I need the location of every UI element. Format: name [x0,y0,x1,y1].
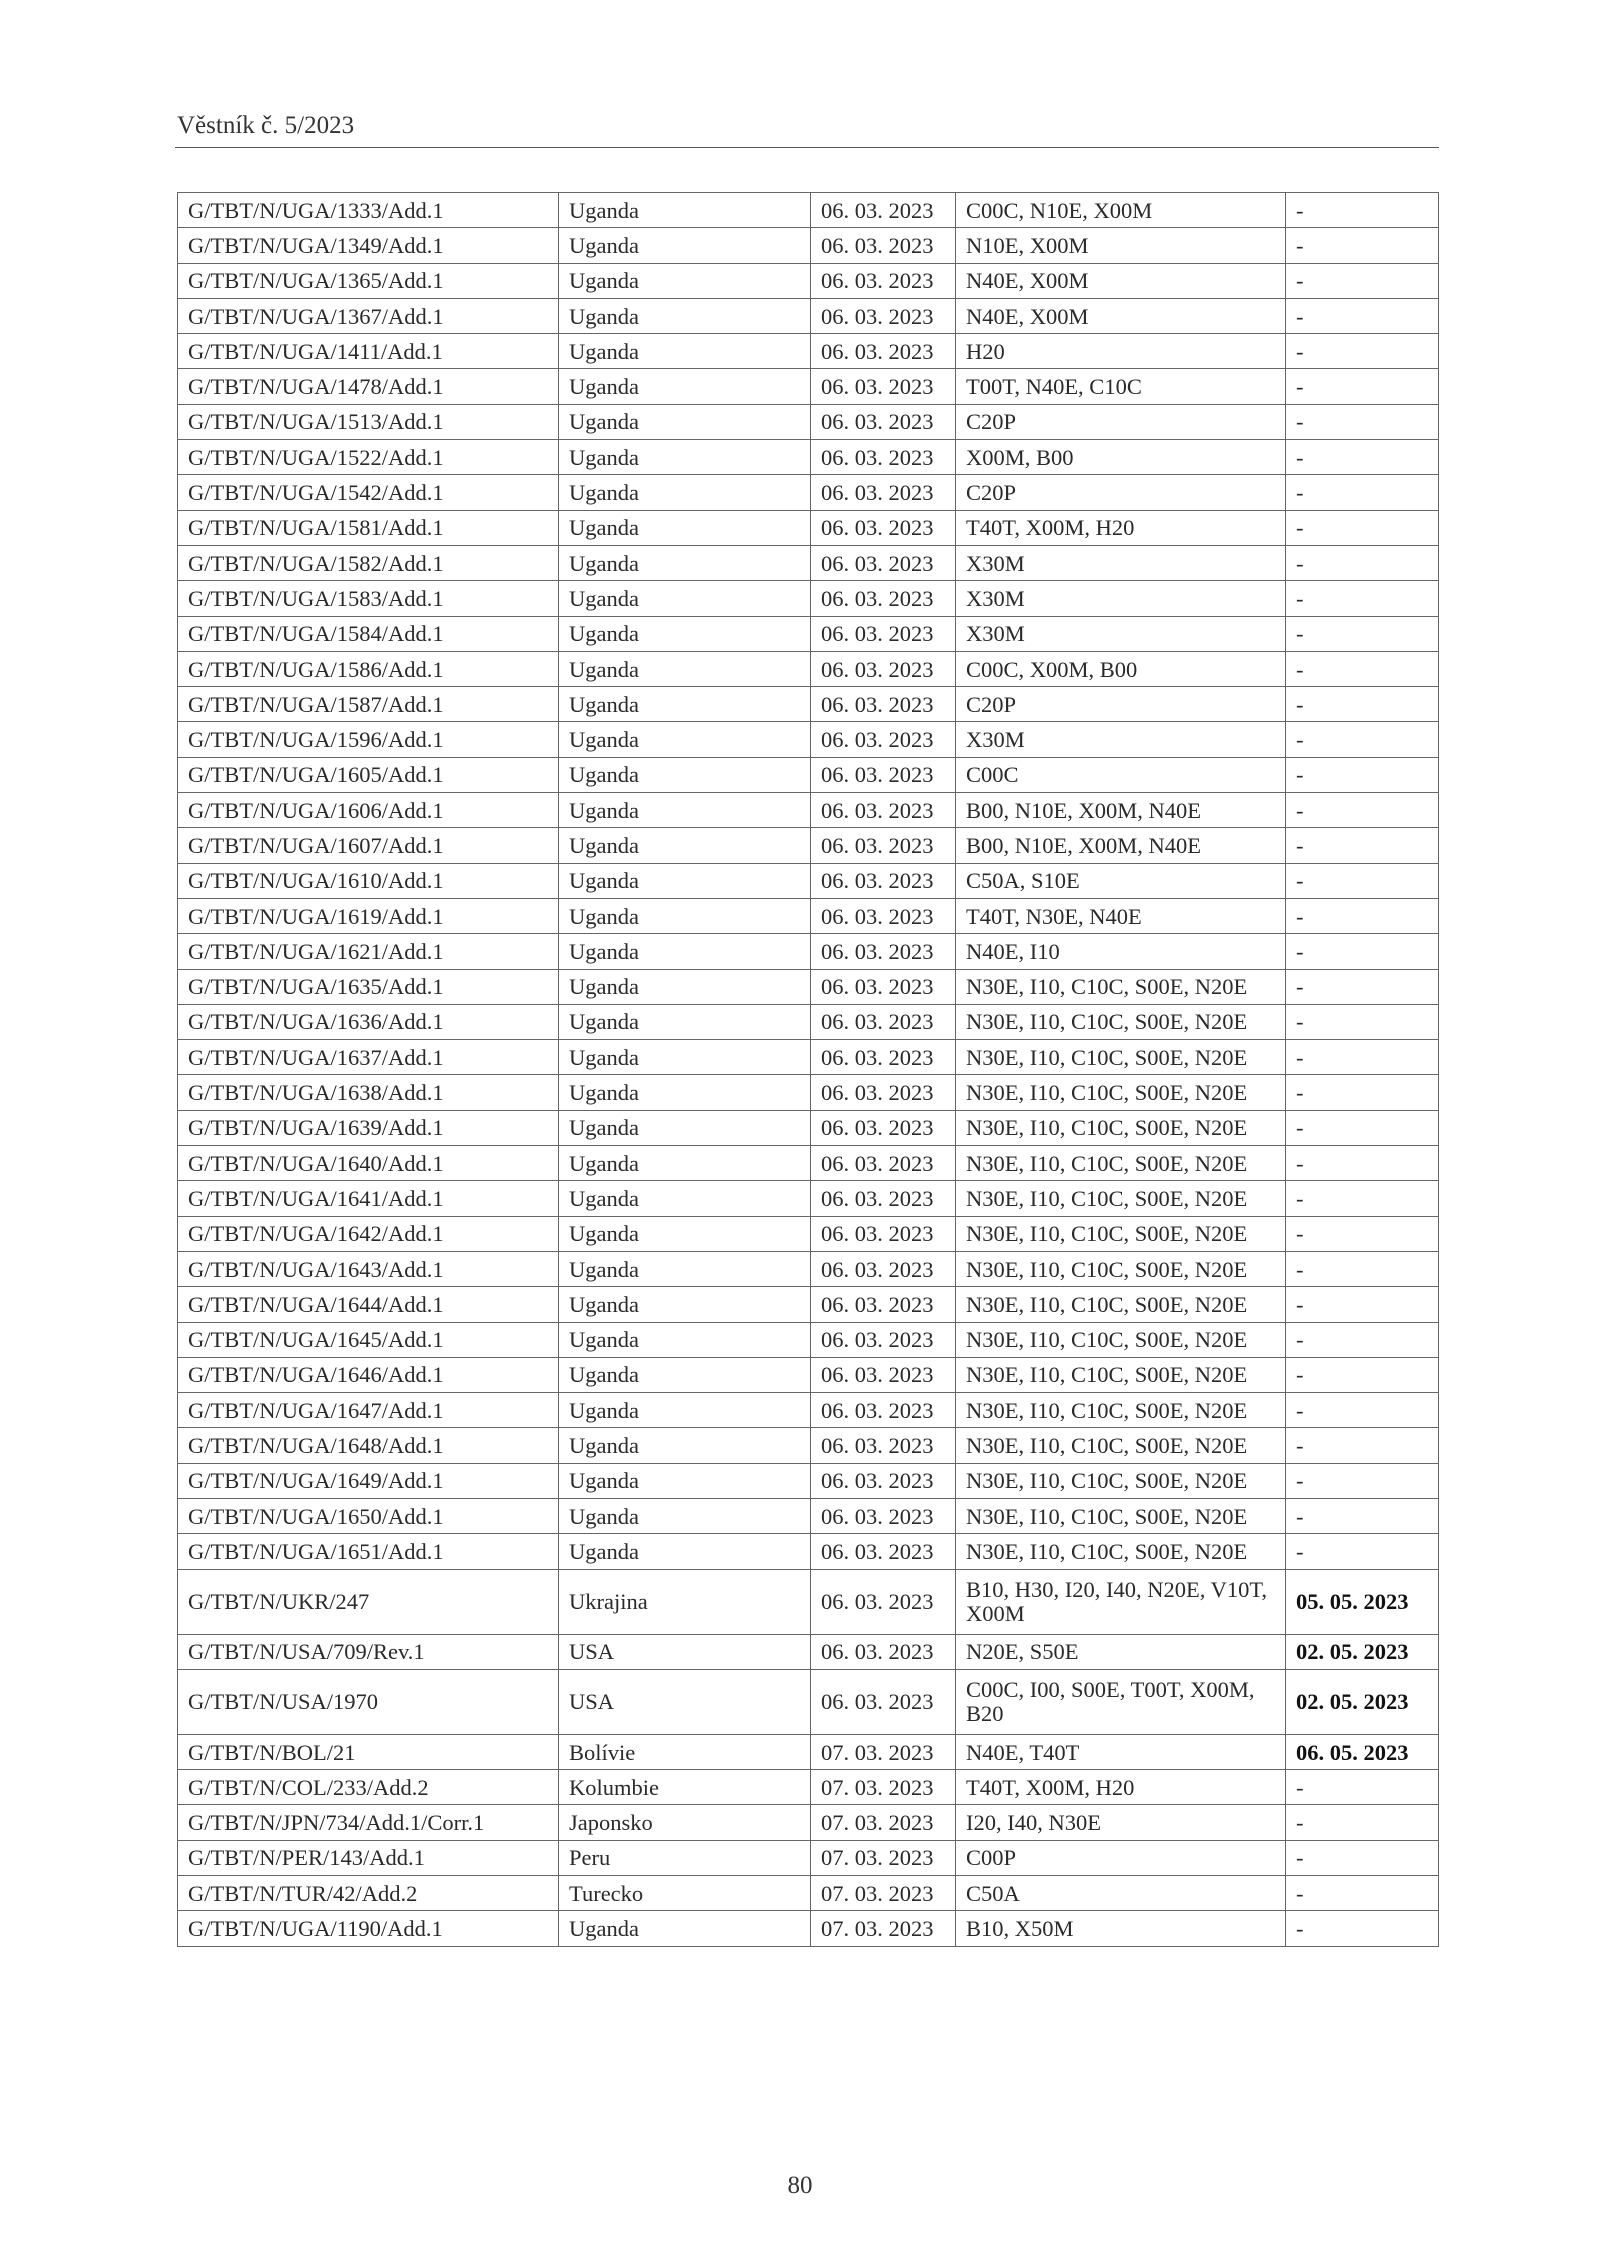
table-row [178,1040,1439,1075]
comment-deadline-cell: - [1286,581,1439,616]
comment-deadline-cell: - [1286,757,1439,792]
notification-date-cell: 06. 03. 2023 [811,369,956,404]
member-country-cell: Uganda [559,1498,811,1533]
table-row [178,298,1439,333]
notification-date-cell: 06. 03. 2023 [811,1393,956,1428]
comment-deadline-cell: - [1286,193,1439,228]
table-row [178,1004,1439,1039]
member-country-cell: Uganda [559,228,811,263]
member-country-cell: Uganda [559,475,811,510]
comment-deadline-cell: - [1286,1911,1439,1946]
notification-symbol-cell: G/TBT/N/UGA/1190/Add.1 [178,1911,559,1946]
table-row [178,1534,1439,1569]
notification-symbol-cell: G/TBT/N/UGA/1513/Add.1 [178,404,559,439]
comment-deadline-cell: - [1286,1146,1439,1181]
comment-deadline-cell: 02. 05. 2023 [1286,1669,1439,1734]
member-country-cell: Kolumbie [559,1770,811,1805]
notification-symbol-cell: G/TBT/N/UGA/1367/Add.1 [178,298,559,333]
notification-symbol-cell: G/TBT/N/UGA/1365/Add.1 [178,263,559,298]
comment-deadline-cell: - [1286,687,1439,722]
ics-codes-cell: N30E, I10, C10C, S00E, N20E [956,1040,1286,1075]
ics-codes-cell: T00T, N40E, C10C [956,369,1286,404]
member-country-cell: Uganda [559,1110,811,1145]
member-country-cell: Uganda [559,1393,811,1428]
member-country-cell: Uganda [559,898,811,933]
member-country-cell: Uganda [559,1040,811,1075]
ics-codes-cell: X30M [956,722,1286,757]
comment-deadline-cell: - [1286,1498,1439,1533]
comment-deadline-cell: - [1286,1357,1439,1392]
comment-deadline-cell: - [1286,1463,1439,1498]
ics-codes-cell: C20P [956,687,1286,722]
ics-codes-cell: B10, X50M [956,1911,1286,1946]
notifications-table-body [178,193,1439,1947]
table-row [178,1911,1439,1946]
comment-deadline-cell: - [1286,1040,1439,1075]
table-row [178,581,1439,616]
notification-symbol-cell: G/TBT/N/UGA/1581/Add.1 [178,510,559,545]
notification-date-cell: 06. 03. 2023 [811,1357,956,1392]
table-row [178,1287,1439,1322]
ics-codes-cell: X00M, B00 [956,440,1286,475]
table-row [178,1669,1439,1734]
comment-deadline-cell: - [1286,334,1439,369]
ics-codes-cell: N30E, I10, C10C, S00E, N20E [956,1428,1286,1463]
comment-deadline-cell: - [1286,1287,1439,1322]
ics-codes-cell: X30M [956,616,1286,651]
member-country-cell: Uganda [559,722,811,757]
member-country-cell: Uganda [559,581,811,616]
notification-symbol-cell: G/TBT/N/UGA/1651/Add.1 [178,1534,559,1569]
member-country-cell: Japonsko [559,1805,811,1840]
table-row [178,1876,1439,1911]
table-row [178,1840,1439,1875]
comment-deadline-cell: - [1286,228,1439,263]
notifications-table [177,192,1439,1947]
comment-deadline-cell: - [1286,1181,1439,1216]
notification-symbol-cell: G/TBT/N/UGA/1333/Add.1 [178,193,559,228]
member-country-cell: Uganda [559,934,811,969]
member-country-cell: Uganda [559,1287,811,1322]
ics-codes-cell: T40T, X00M, H20 [956,1770,1286,1805]
comment-deadline-cell: - [1286,1876,1439,1911]
member-country-cell: Uganda [559,404,811,439]
table-row [178,863,1439,898]
member-country-cell: Uganda [559,369,811,404]
table-row [178,1805,1439,1840]
comment-deadline-cell: - [1286,475,1439,510]
notification-symbol-cell: G/TBT/N/USA/1970 [178,1669,559,1734]
table-row [178,616,1439,651]
notification-date-cell: 06. 03. 2023 [811,263,956,298]
notification-date-cell: 06. 03. 2023 [811,440,956,475]
comment-deadline-cell: - [1286,1393,1439,1428]
notification-date-cell: 07. 03. 2023 [811,1805,956,1840]
notification-date-cell: 06. 03. 2023 [811,687,956,722]
table-row [178,1251,1439,1286]
notification-symbol-cell: G/TBT/N/UGA/1635/Add.1 [178,969,559,1004]
notification-date-cell: 06. 03. 2023 [811,1428,956,1463]
comment-deadline-cell: - [1286,369,1439,404]
notification-symbol-cell: G/TBT/N/UGA/1641/Add.1 [178,1181,559,1216]
member-country-cell: Uganda [559,440,811,475]
bulletin-title: Věstník č. 5/2023 [177,112,355,139]
notification-date-cell: 06. 03. 2023 [811,828,956,863]
notification-date-cell: 06. 03. 2023 [811,475,956,510]
notification-date-cell: 06. 03. 2023 [811,1463,956,1498]
notification-date-cell: 06. 03. 2023 [811,1498,956,1533]
notification-symbol-cell: G/TBT/N/UGA/1639/Add.1 [178,1110,559,1145]
table-row [178,1428,1439,1463]
ics-codes-cell: C00C, N10E, X00M [956,193,1286,228]
comment-deadline-cell: - [1286,1770,1439,1805]
member-country-cell: Uganda [559,298,811,333]
notification-date-cell: 06. 03. 2023 [811,793,956,828]
notification-date-cell: 06. 03. 2023 [811,228,956,263]
comment-deadline-cell: - [1286,969,1439,1004]
comment-deadline-cell: - [1286,1251,1439,1286]
comment-deadline-cell: - [1286,898,1439,933]
ics-codes-cell: N30E, I10, C10C, S00E, N20E [956,1357,1286,1392]
table-row [178,1075,1439,1110]
ics-codes-cell: B10, H30, I20, I40, N20E, V10T, X00M [956,1569,1286,1634]
notification-symbol-cell: G/TBT/N/UGA/1644/Add.1 [178,1287,559,1322]
notification-symbol-cell: G/TBT/N/UGA/1586/Add.1 [178,651,559,686]
member-country-cell: Uganda [559,969,811,1004]
table-row [178,369,1439,404]
ics-codes-cell: N40E, X00M [956,298,1286,333]
member-country-cell: Uganda [559,334,811,369]
comment-deadline-cell: - [1286,1110,1439,1145]
comment-deadline-cell: - [1286,828,1439,863]
ics-codes-cell: X30M [956,581,1286,616]
table-row [178,793,1439,828]
member-country-cell: Uganda [559,1322,811,1357]
notification-symbol-cell: G/TBT/N/UGA/1605/Add.1 [178,757,559,792]
table-row [178,1569,1439,1634]
ics-codes-cell: N30E, I10, C10C, S00E, N20E [956,969,1286,1004]
notification-date-cell: 07. 03. 2023 [811,1734,956,1769]
ics-codes-cell: X30M [956,545,1286,580]
notification-date-cell: 06. 03. 2023 [811,1251,956,1286]
notification-symbol-cell: G/TBT/N/UGA/1640/Add.1 [178,1146,559,1181]
comment-deadline-cell: - [1286,1534,1439,1569]
notification-date-cell: 06. 03. 2023 [811,722,956,757]
notification-date-cell: 06. 03. 2023 [811,1216,956,1251]
ics-codes-cell: N30E, I10, C10C, S00E, N20E [956,1004,1286,1039]
member-country-cell: Turecko [559,1876,811,1911]
notification-date-cell: 06. 03. 2023 [811,298,956,333]
member-country-cell: USA [559,1669,811,1734]
notification-date-cell: 06. 03. 2023 [811,404,956,439]
table-row [178,1322,1439,1357]
member-country-cell: Uganda [559,651,811,686]
ics-codes-cell: N30E, I10, C10C, S00E, N20E [956,1216,1286,1251]
comment-deadline-cell: - [1286,651,1439,686]
notification-date-cell: 06. 03. 2023 [811,1110,956,1145]
table-row [178,545,1439,580]
notification-symbol-cell: G/TBT/N/UGA/1648/Add.1 [178,1428,559,1463]
ics-codes-cell: N30E, I10, C10C, S00E, N20E [956,1534,1286,1569]
table-row [178,193,1439,228]
notification-symbol-cell: G/TBT/N/UGA/1637/Add.1 [178,1040,559,1075]
member-country-cell: Peru [559,1840,811,1875]
member-country-cell: Uganda [559,1004,811,1039]
ics-codes-cell: C50A, S10E [956,863,1286,898]
table-row [178,687,1439,722]
notification-symbol-cell: G/TBT/N/PER/143/Add.1 [178,1840,559,1875]
notification-date-cell: 06. 03. 2023 [811,193,956,228]
ics-codes-cell: N30E, I10, C10C, S00E, N20E [956,1498,1286,1533]
notification-date-cell: 06. 03. 2023 [811,1287,956,1322]
comment-deadline-cell: - [1286,1428,1439,1463]
comment-deadline-cell: - [1286,934,1439,969]
notification-symbol-cell: G/TBT/N/UGA/1650/Add.1 [178,1498,559,1533]
member-country-cell: Uganda [559,793,811,828]
notification-date-cell: 07. 03. 2023 [811,1911,956,1946]
ics-codes-cell: T40T, X00M, H20 [956,510,1286,545]
table-row [178,757,1439,792]
ics-codes-cell: C00C [956,757,1286,792]
notification-symbol-cell: G/TBT/N/UGA/1643/Add.1 [178,1251,559,1286]
table-row [178,334,1439,369]
member-country-cell: Uganda [559,1463,811,1498]
member-country-cell: Uganda [559,510,811,545]
notification-date-cell: 06. 03. 2023 [811,863,956,898]
table-row [178,1110,1439,1145]
ics-codes-cell: N30E, I10, C10C, S00E, N20E [956,1463,1286,1498]
table-row [178,404,1439,439]
notification-date-cell: 06. 03. 2023 [811,1075,956,1110]
member-country-cell: Uganda [559,1146,811,1181]
notification-date-cell: 06. 03. 2023 [811,1040,956,1075]
notification-date-cell: 06. 03. 2023 [811,616,956,651]
notification-date-cell: 06. 03. 2023 [811,1004,956,1039]
comment-deadline-cell: - [1286,863,1439,898]
comment-deadline-cell: 05. 05. 2023 [1286,1569,1439,1634]
member-country-cell: Bolívie [559,1734,811,1769]
notification-date-cell: 06. 03. 2023 [811,334,956,369]
member-country-cell: Uganda [559,828,811,863]
comment-deadline-cell: - [1286,1840,1439,1875]
member-country-cell: Ukrajina [559,1569,811,1634]
notification-symbol-cell: G/TBT/N/UGA/1584/Add.1 [178,616,559,651]
ics-codes-cell: T40T, N30E, N40E [956,898,1286,933]
table-row [178,263,1439,298]
member-country-cell: Uganda [559,193,811,228]
notification-symbol-cell: G/TBT/N/UGA/1606/Add.1 [178,793,559,828]
notification-date-cell: 06. 03. 2023 [811,934,956,969]
table-row [178,1463,1439,1498]
notification-date-cell: 06. 03. 2023 [811,1534,956,1569]
notification-symbol-cell: G/TBT/N/USA/709/Rev.1 [178,1634,559,1669]
notification-symbol-cell: G/TBT/N/UGA/1522/Add.1 [178,440,559,475]
ics-codes-cell: C50A [956,1876,1286,1911]
ics-codes-cell: C00C, X00M, B00 [956,651,1286,686]
notification-date-cell: 06. 03. 2023 [811,969,956,1004]
table-row [178,1734,1439,1769]
member-country-cell: Uganda [559,545,811,580]
table-row [178,1146,1439,1181]
notification-date-cell: 06. 03. 2023 [811,545,956,580]
notification-symbol-cell: G/TBT/N/UGA/1645/Add.1 [178,1322,559,1357]
comment-deadline-cell: - [1286,404,1439,439]
comment-deadline-cell: - [1286,1216,1439,1251]
table-row [178,1357,1439,1392]
comment-deadline-cell: - [1286,263,1439,298]
comment-deadline-cell: - [1286,545,1439,580]
table-row [178,1181,1439,1216]
notification-date-cell: 07. 03. 2023 [811,1876,956,1911]
table-row [178,475,1439,510]
notification-symbol-cell: G/TBT/N/UGA/1649/Add.1 [178,1463,559,1498]
notification-symbol-cell: G/TBT/N/UGA/1478/Add.1 [178,369,559,404]
comment-deadline-cell: 06. 05. 2023 [1286,1734,1439,1769]
table-row [178,969,1439,1004]
comment-deadline-cell: - [1286,510,1439,545]
member-country-cell: Uganda [559,757,811,792]
notification-symbol-cell: G/TBT/N/UGA/1638/Add.1 [178,1075,559,1110]
ics-codes-cell: C20P [956,475,1286,510]
ics-codes-cell: N30E, I10, C10C, S00E, N20E [956,1181,1286,1216]
notification-symbol-cell: G/TBT/N/UGA/1646/Add.1 [178,1357,559,1392]
comment-deadline-cell: - [1286,616,1439,651]
ics-codes-cell: N30E, I10, C10C, S00E, N20E [956,1287,1286,1322]
table-row [178,828,1439,863]
table-row [178,898,1439,933]
notification-date-cell: 06. 03. 2023 [811,651,956,686]
member-country-cell: Uganda [559,863,811,898]
table-row [178,510,1439,545]
notification-symbol-cell: G/TBT/N/UGA/1582/Add.1 [178,545,559,580]
ics-codes-cell: N30E, I10, C10C, S00E, N20E [956,1393,1286,1428]
member-country-cell: Uganda [559,687,811,722]
member-country-cell: Uganda [559,1357,811,1392]
member-country-cell: Uganda [559,616,811,651]
table-row [178,651,1439,686]
notification-date-cell: 06. 03. 2023 [811,1634,956,1669]
table-row [178,1393,1439,1428]
notification-symbol-cell: G/TBT/N/UGA/1542/Add.1 [178,475,559,510]
member-country-cell: Uganda [559,1216,811,1251]
notification-symbol-cell: G/TBT/N/UGA/1583/Add.1 [178,581,559,616]
ics-codes-cell: C00C, I00, S00E, T00T, X00M, B20 [956,1669,1286,1734]
table-row [178,1634,1439,1669]
member-country-cell: USA [559,1634,811,1669]
comment-deadline-cell: 02. 05. 2023 [1286,1634,1439,1669]
ics-codes-cell: C20P [956,404,1286,439]
notification-symbol-cell: G/TBT/N/COL/233/Add.2 [178,1770,559,1805]
notification-symbol-cell: G/TBT/N/UGA/1621/Add.1 [178,934,559,969]
ics-codes-cell: N40E, X00M [956,263,1286,298]
notification-date-cell: 06. 03. 2023 [811,581,956,616]
notification-symbol-cell: G/TBT/N/JPN/734/Add.1/Corr.1 [178,1805,559,1840]
comment-deadline-cell: - [1286,298,1439,333]
member-country-cell: Uganda [559,1911,811,1946]
comment-deadline-cell: - [1286,722,1439,757]
ics-codes-cell: H20 [956,334,1286,369]
table-row [178,1216,1439,1251]
ics-codes-cell: N10E, X00M [956,228,1286,263]
comment-deadline-cell: - [1286,1322,1439,1357]
notification-symbol-cell: G/TBT/N/UGA/1636/Add.1 [178,1004,559,1039]
notification-symbol-cell: G/TBT/N/UGA/1642/Add.1 [178,1216,559,1251]
ics-codes-cell: N30E, I10, C10C, S00E, N20E [956,1075,1286,1110]
member-country-cell: Uganda [559,1534,811,1569]
ics-codes-cell: N30E, I10, C10C, S00E, N20E [956,1110,1286,1145]
notification-symbol-cell: G/TBT/N/UGA/1619/Add.1 [178,898,559,933]
notification-date-cell: 07. 03. 2023 [811,1840,956,1875]
notification-symbol-cell: G/TBT/N/UGA/1587/Add.1 [178,687,559,722]
ics-codes-cell: N30E, I10, C10C, S00E, N20E [956,1146,1286,1181]
notification-symbol-cell: G/TBT/N/UGA/1607/Add.1 [178,828,559,863]
notification-symbol-cell: G/TBT/N/UGA/1647/Add.1 [178,1393,559,1428]
ics-codes-cell: N40E, T40T [956,1734,1286,1769]
comment-deadline-cell: - [1286,1805,1439,1840]
notification-symbol-cell: G/TBT/N/UKR/247 [178,1569,559,1634]
table-row [178,1498,1439,1533]
notification-date-cell: 06. 03. 2023 [811,1181,956,1216]
member-country-cell: Uganda [559,1075,811,1110]
member-country-cell: Uganda [559,1251,811,1286]
member-country-cell: Uganda [559,1181,811,1216]
table-row [178,722,1439,757]
notification-date-cell: 06. 03. 2023 [811,1569,956,1634]
notification-date-cell: 06. 03. 2023 [811,1669,956,1734]
comment-deadline-cell: - [1286,1004,1439,1039]
ics-codes-cell: B00, N10E, X00M, N40E [956,828,1286,863]
notification-date-cell: 06. 03. 2023 [811,757,956,792]
notification-symbol-cell: G/TBT/N/UGA/1349/Add.1 [178,228,559,263]
ics-codes-cell: N30E, I10, C10C, S00E, N20E [956,1322,1286,1357]
comment-deadline-cell: - [1286,440,1439,475]
page-header [175,110,1439,148]
table-row [178,934,1439,969]
ics-codes-cell: N30E, I10, C10C, S00E, N20E [956,1251,1286,1286]
ics-codes-cell: B00, N10E, X00M, N40E [956,793,1286,828]
member-country-cell: Uganda [559,263,811,298]
ics-codes-cell: C00P [956,1840,1286,1875]
notification-date-cell: 06. 03. 2023 [811,510,956,545]
notification-symbol-cell: G/TBT/N/TUR/42/Add.2 [178,1876,559,1911]
comment-deadline-cell: - [1286,1075,1439,1110]
notification-date-cell: 07. 03. 2023 [811,1770,956,1805]
table-row [178,1770,1439,1805]
notification-date-cell: 06. 03. 2023 [811,1322,956,1357]
page-number: 80 [787,2172,813,2199]
notification-date-cell: 06. 03. 2023 [811,898,956,933]
ics-codes-cell: N20E, S50E [956,1634,1286,1669]
notification-symbol-cell: G/TBT/N/UGA/1610/Add.1 [178,863,559,898]
table-row [178,228,1439,263]
member-country-cell: Uganda [559,1428,811,1463]
ics-codes-cell: I20, I40, N30E [956,1805,1286,1840]
notification-symbol-cell: G/TBT/N/UGA/1596/Add.1 [178,722,559,757]
ics-codes-cell: N40E, I10 [956,934,1286,969]
notification-symbol-cell: G/TBT/N/BOL/21 [178,1734,559,1769]
comment-deadline-cell: - [1286,793,1439,828]
notification-symbol-cell: G/TBT/N/UGA/1411/Add.1 [178,334,559,369]
notification-date-cell: 06. 03. 2023 [811,1146,956,1181]
table-row [178,440,1439,475]
